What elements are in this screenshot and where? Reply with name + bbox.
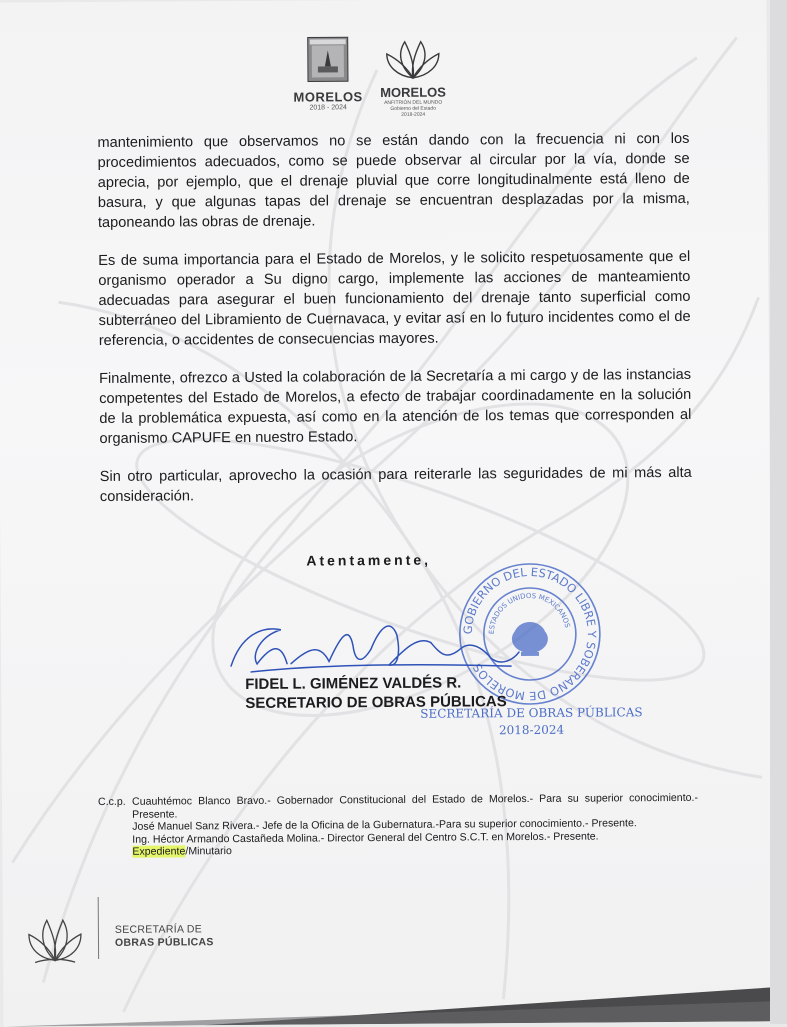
signatory-title: SECRETARIO DE OBRAS PÚBLICAS: [245, 693, 507, 712]
closing-salutation: Atentamente,: [306, 551, 432, 569]
ccp-entry: José Manuel Sanz Rivera.- Jefe de la Oficina de la Gubernatura.-Para su superior conocimiento.- Presente.: [132, 817, 637, 833]
logo-right-subtitle: Gobierno del Estado: [390, 105, 437, 112]
ccp-file-highlight: Expediente: [132, 845, 186, 859]
logo-left-years: 2018 - 2024: [309, 104, 347, 112]
seal-inner-text: ESTADOS UNIDOS MEXICANOS: [487, 591, 572, 635]
signatory-name: FIDEL L. GIMÉNEZ VALDÉS R.: [245, 674, 462, 693]
coat-of-arms-icon: [307, 36, 349, 82]
seal-office-years: 2018-2024: [498, 722, 565, 738]
footer-line-1: SECRETARÍA DE: [114, 923, 203, 936]
flower-icon: [383, 36, 443, 82]
logo-left-brand: MORELOS: [293, 89, 363, 105]
morelos-shield-logo: [293, 36, 364, 111]
ccp-entry: Cuauhtémoc Blanco Bravo.- Gobernador Constitucional del Estado de Morelos.- Para su superior conocimiento.- Presente.: [131, 791, 699, 821]
ccp-file-rest: /Minutario: [185, 845, 232, 858]
seal-office-stamp: [411, 704, 651, 740]
page-edge-shadow: [770, 0, 787, 1024]
ccp-label: C.c.p.: [97, 795, 126, 809]
ccp-entry: Ing. Héctor Armando Castañeda Molina.- Director General del Centro S.C.T. en Morelos.- Presente.: [132, 830, 599, 846]
logo-right-years: 2018-2024: [401, 111, 426, 118]
morelos-flower-logo: [373, 36, 454, 119]
paragraph: Sin otro particular, aprovecho la ocasión para reiterarle las seguridades de mi más alta consideración.: [99, 464, 692, 505]
footer-department: [115, 923, 214, 950]
letter-body: [97, 129, 692, 525]
paragraph: Es de suma importancia para el Estado de Morelos, y le solicito respetuosamente que el organismo operador a Su digno cargo, implemente las acciones de manteamiento adecuadas para asegurar el buen funcionamiento del drenaje tanto superficial como subterráneo del Libramiento de Cuernavaca, y evitar así en lo futuro incidentes como el de referencia, o accidentes de consecuencias mayores.: [98, 248, 691, 349]
paragraph: Finalmente, ofrezco a Usted la colaboración de la Secretaría a mi cargo y de las instancias competentes del Estado de Morelos, a efecto de trabajar coordinadamente en la solución de la problemática expuesta, así como en la atención de los temas que corresponden al organismo CAPUFE en nuestro Estado.: [99, 366, 692, 447]
footer-flower-icon: [23, 906, 87, 966]
logo-right-brand: MORELOS: [380, 84, 446, 101]
seal-outer-text: GOBIERNO DEL ESTADO LIBRE Y SOBERANO DE MORELOS: [460, 564, 599, 704]
footer-line-2: OBRAS PÚBLICAS: [114, 936, 214, 949]
paragraph: mantenimiento que observamos no se están dando con la frecuencia ni con los procedimientos adecuados, como se puede observar al circular por la vía, donde se aprecia, por ejemplo, que el drenaje pluvial que corre longitudinalmente está lleno de basura, y que algunas tapas del drenaje se encuentran desplazadas por la misma, taponeando las obras de drenaje.: [97, 130, 690, 231]
logo-right-tagline: ANFITRIÓN DEL MUNDO: [384, 99, 443, 106]
seal-office-name: SECRETARÍA DE OBRAS PÚBLICAS: [420, 705, 643, 721]
header-logos: [293, 36, 454, 121]
carbon-copy-list: [98, 792, 698, 859]
bottom-stripe: [3, 987, 773, 1026]
